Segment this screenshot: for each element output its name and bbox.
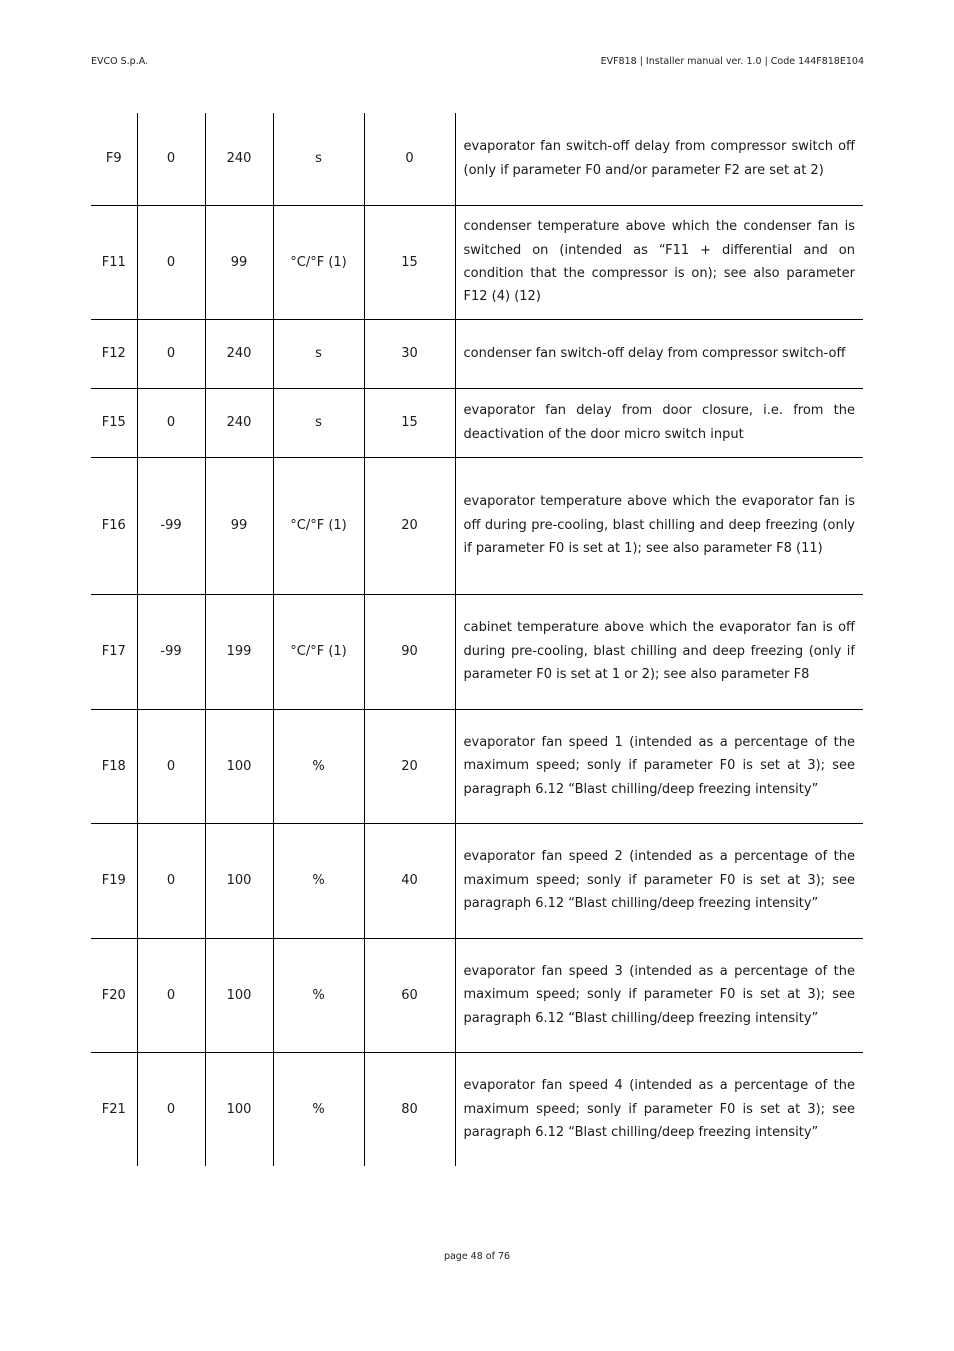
table-row <box>91 388 863 457</box>
header-company: EVCO S.p.A. <box>91 56 149 67</box>
param-max: 99 <box>205 457 273 594</box>
param-code: F12 <box>91 319 137 388</box>
param-code: F17 <box>91 594 137 709</box>
param-default: 0 <box>364 113 455 205</box>
param-max: 100 <box>205 938 273 1052</box>
param-description: evaporator fan speed 4 (intended as a percentage of the maximum speed; sonly if parameter F0 is set at 3); see paragraph 6.12 “Blast chilling/deep freezing intensity” <box>455 1052 863 1166</box>
param-min: -99 <box>137 457 205 594</box>
param-max: 240 <box>205 388 273 457</box>
param-min: 0 <box>137 1052 205 1166</box>
table-row <box>91 938 863 1052</box>
param-code: F20 <box>91 938 137 1052</box>
parameter-table <box>91 113 863 1166</box>
param-default: 90 <box>364 594 455 709</box>
param-code: F18 <box>91 709 137 823</box>
param-description: condenser fan switch-off delay from compressor switch-off <box>455 319 863 388</box>
param-description: evaporator fan speed 3 (intended as a percentage of the maximum speed; sonly if parameter F0 is set at 3); see paragraph 6.12 “Blast chilling/deep freezing intensity” <box>455 938 863 1052</box>
param-description: evaporator fan speed 1 (intended as a percentage of the maximum speed; sonly if parameter F0 is set at 3); see paragraph 6.12 “Blast chilling/deep freezing intensity” <box>455 709 863 823</box>
param-description: evaporator fan delay from door closure, i.e. from the deactivation of the door micro switch input <box>455 388 863 457</box>
param-description: condenser temperature above which the condenser fan is switched on (intended as “F11 + differential and on condition that the compressor is on); see also parameter F12 (4) (12) <box>455 205 863 319</box>
param-unit: % <box>273 709 364 823</box>
param-unit: s <box>273 113 364 205</box>
param-default: 40 <box>364 823 455 938</box>
param-default: 15 <box>364 388 455 457</box>
param-default: 80 <box>364 1052 455 1166</box>
param-unit: s <box>273 319 364 388</box>
param-max: 99 <box>205 205 273 319</box>
param-min: 0 <box>137 938 205 1052</box>
param-unit: °C/°F (1) <box>273 205 364 319</box>
param-max: 100 <box>205 709 273 823</box>
header-document-info: EVF818 | Installer manual ver. 1.0 | Code 144F818E104 <box>600 56 864 67</box>
param-default: 15 <box>364 205 455 319</box>
param-max: 199 <box>205 594 273 709</box>
param-unit: °C/°F (1) <box>273 594 364 709</box>
param-min: 0 <box>137 319 205 388</box>
table-row <box>91 709 863 823</box>
param-code: F19 <box>91 823 137 938</box>
param-code: F11 <box>91 205 137 319</box>
param-unit: % <box>273 1052 364 1166</box>
table-row <box>91 823 863 938</box>
param-min: 0 <box>137 709 205 823</box>
param-description: evaporator fan switch-off delay from compressor switch off (only if parameter F0 and/or parameter F2 are set at 2) <box>455 113 863 205</box>
param-unit: s <box>273 388 364 457</box>
param-default: 30 <box>364 319 455 388</box>
table-row <box>91 113 863 205</box>
param-default: 20 <box>364 457 455 594</box>
param-min: -99 <box>137 594 205 709</box>
param-description: cabinet temperature above which the evaporator fan is off during pre-cooling, blast chilling and deep freezing (only if parameter F0 is set at 1 or 2); see also parameter F8 <box>455 594 863 709</box>
table-row <box>91 1052 863 1166</box>
param-default: 20 <box>364 709 455 823</box>
page-number: page 48 of 76 <box>443 1251 511 1262</box>
param-code: F21 <box>101 1101 126 1117</box>
table-row <box>91 205 863 319</box>
param-code: F9 <box>91 113 137 205</box>
param-code: F15 <box>91 388 137 457</box>
table-row <box>91 594 863 709</box>
param-min: 0 <box>137 113 205 205</box>
table-row <box>91 457 863 594</box>
param-unit: % <box>273 938 364 1052</box>
param-min: 0 <box>137 823 205 938</box>
param-description: evaporator temperature above which the evaporator fan is off during pre-cooling, blast chilling and deep freezing (only if parameter F0 is set at 1); see also parameter F8 (11) <box>455 457 863 594</box>
param-unit: % <box>273 823 364 938</box>
param-unit: °C/°F (1) <box>273 457 364 594</box>
param-max: 100 <box>205 823 273 938</box>
table-row <box>91 319 863 388</box>
param-min: 0 <box>137 205 205 319</box>
param-description: evaporator fan speed 2 (intended as a percentage of the maximum speed; sonly if parameter F0 is set at 3); see paragraph 6.12 “Blast chilling/deep freezing intensity” <box>455 823 863 938</box>
param-max: 240 <box>205 319 273 388</box>
param-max: 100 <box>205 1052 273 1166</box>
param-max: 240 <box>205 113 273 205</box>
param-default: 60 <box>364 938 455 1052</box>
param-code: F16 <box>91 457 137 594</box>
param-min: 0 <box>137 388 205 457</box>
